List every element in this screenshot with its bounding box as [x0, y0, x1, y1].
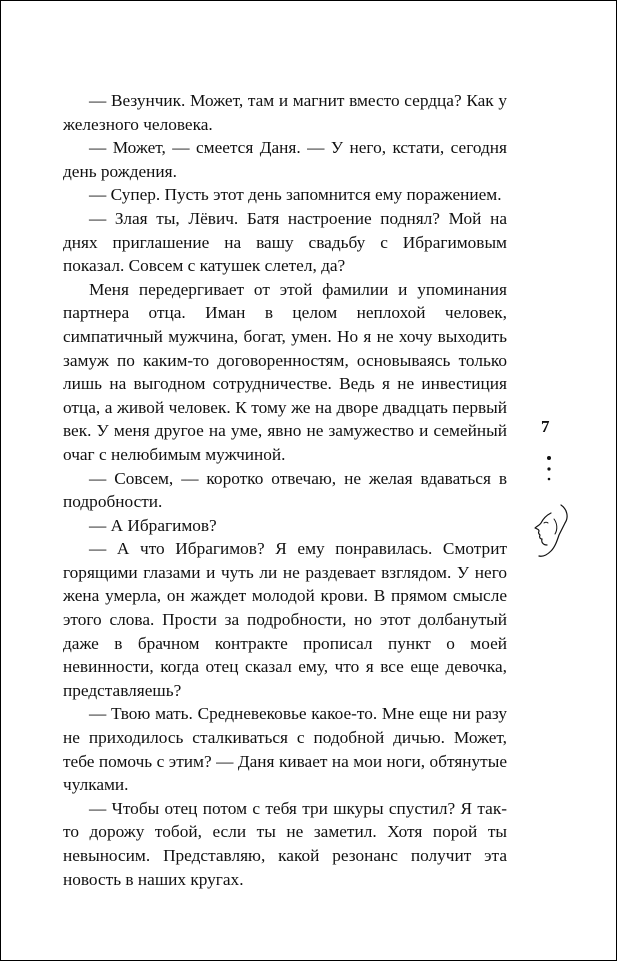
paragraph-2: — Может, — смеется Даня. — У него, кстати, сегодня день рождения.: [63, 138, 507, 181]
paragraph-9: — Твою мать. Средневековье какое-то. Мне еще ни разу не приходилось сталкиваться с подобной дичью. Может, тебе помочь с этим? — Даня кивает на мои ноги, обтянутые чулками.: [63, 704, 507, 795]
paragraph-10: — Чтобы отец потом с тебя три шкуры спустил? Я так-то дорожу тобой, если ты не заметил. Хотя порой ты невыносим. Представляю, какой резонанс получит эта новость в наших кругах.: [63, 798, 507, 889]
paragraph-6: — Совсем, — коротко отвечаю, не желая вдаваться в подробности.: [63, 468, 507, 512]
paragraph-1: — Везунчик. Может, там и магнит вместо сердца? Как у железного человека.: [63, 91, 507, 134]
paragraph-3: — Супер. Пусть этот день запомнится ему поражением.: [89, 185, 502, 205]
page-number: 7: [541, 417, 550, 436]
page-text: [63, 89, 507, 891]
paragraph-5: Меня передергивает от этой фамилии и упоминания партнера отца. Иман в целом неплохой человек, симпатичный мужчина, богат, умен. Но я не хочу выходить замуж по каким-то договоренностям, основываясь только лишь на выгодном сотрудничестве. Ведь я не инвестиция отца, а живой человек. К тому же на дворе двадцать первый век. У меня другое на уме, явно не замужество и семейный очаг с нелюбимым мужчиной.: [63, 279, 507, 464]
paragraph-8: — А что Ибрагимов? Я ему понравилась. Смотрит горящими глазами и чуть ли не раздевает взглядом. У него жена умерла, он жаждет молодой крови. В прямом смысле этого слова. Прости за подробности, но этот долбанутый даже в брачном контракте прописал пункт о моей невинности, когда отец сказал ему, что я все еще девочка, представляешь?: [63, 539, 507, 700]
face-line-art-icon: [521, 501, 573, 561]
vertical-dots-icon: [539, 453, 559, 487]
paragraph-4: — Злая ты, Лёвич. Батя настроение поднял? Мой на днях приглашение на вашу свадьбу с Ибрагимовым показал. Совсем с катушек слетел, да?: [63, 208, 507, 276]
paragraph-7: — А Ибрагимов?: [89, 515, 217, 535]
